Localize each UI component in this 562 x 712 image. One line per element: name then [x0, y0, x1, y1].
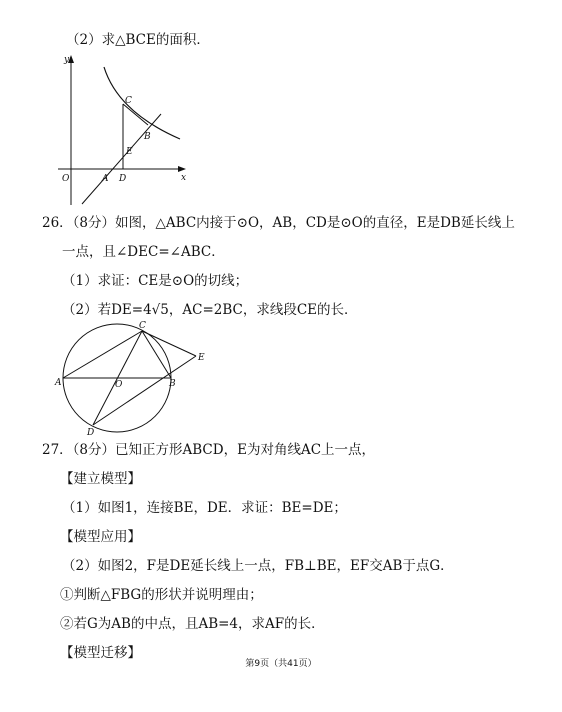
q27-part2: （2）如图2，F是DE延长线上一点，FB⊥BE，EF交AB于点G．: [62, 558, 454, 574]
fig1-label-E: E: [126, 147, 133, 157]
fig2-label-E: E: [198, 353, 205, 363]
fig2-label-B: B: [169, 379, 176, 389]
fig1-label-A: A: [102, 174, 109, 184]
q27-sub1: ①判断△FBG的形状并说明理由；: [60, 587, 263, 603]
q26-part1: （1）求证：CE是⊙O的切线；: [62, 273, 249, 289]
fig1-label-O: O: [62, 174, 70, 184]
q26-part2: （2）若DE=4√5，AC=2BC，求线段CE的长．: [62, 302, 358, 318]
q27-line1: 27．（8分）已知正方形ABCD，E为对角线AC上一点，: [42, 442, 376, 458]
fig1-label-y: y: [64, 55, 70, 65]
fig2-label-O: O: [115, 380, 123, 390]
q26-line2: 一点，且∠DEC=∠ABC．: [62, 244, 225, 260]
fig2-label-A: A: [55, 378, 62, 388]
q27-part1: （1）如图1，连接BE，DE．求证：BE=DE；: [62, 500, 347, 516]
q25-part2-text: （2）求△BCE的面积．: [66, 32, 210, 48]
q27-heading-transfer: 【模型迁移】: [60, 645, 141, 661]
fig1-label-C: C: [125, 96, 132, 106]
q27-heading-build: 【建立模型】: [60, 471, 141, 487]
fig2-label-D: D: [87, 428, 95, 438]
fig1-label-B: B: [144, 132, 151, 142]
fig1-label-D: D: [119, 174, 127, 184]
fig2-label-C: C: [139, 321, 146, 331]
q27-heading-apply: 【模型应用】: [60, 529, 141, 545]
page-footer: 第9页（共41页）: [245, 659, 317, 669]
q27-sub2: ②若G为AB的中点，且AB=4，求AF的长．: [60, 616, 325, 632]
fig1-label-x: x: [181, 173, 187, 183]
q26-line1: 26．（8分）如图，△ABC内接于⊙O，AB，CD是⊙O的直径，E是DB延长线上: [42, 215, 515, 231]
